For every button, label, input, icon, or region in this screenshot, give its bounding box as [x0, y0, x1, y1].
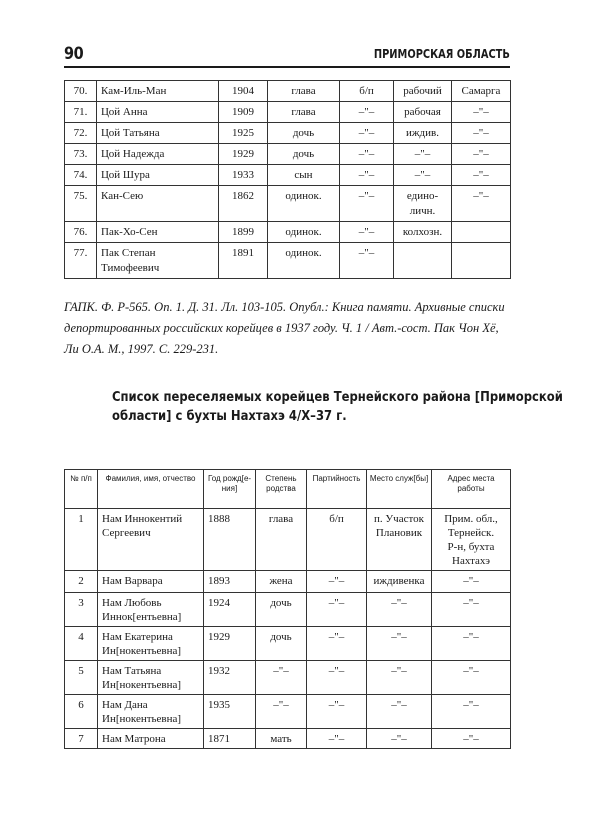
resettled-koreans-table: [64, 469, 511, 749]
relation: дочь: [268, 144, 340, 165]
work-address: Прим. обл., Тернейск. Р-н, бухта Нахтахэ: [432, 509, 511, 571]
row-number: 6: [65, 695, 98, 729]
birth-year: 1893: [204, 571, 256, 593]
header-party: Партийность: [307, 470, 367, 509]
party-status: –"–: [307, 661, 367, 695]
table-row: [65, 729, 511, 749]
table-row: [65, 571, 511, 593]
header-work: Место служ[бы]: [367, 470, 432, 509]
relation: одинок.: [268, 243, 340, 279]
party-status: –"–: [340, 165, 394, 186]
row-number: 76.: [65, 222, 97, 243]
place: [452, 243, 511, 279]
row-number: 70.: [65, 81, 97, 102]
relation: дочь: [268, 123, 340, 144]
place: –"–: [452, 102, 511, 123]
party-status: –"–: [340, 222, 394, 243]
birth-year: 1871: [204, 729, 256, 749]
work-address: –"–: [432, 571, 511, 593]
occupation: –"–: [394, 165, 452, 186]
table-row: [65, 243, 511, 279]
row-number: 74.: [65, 165, 97, 186]
birth-year: 1904: [219, 81, 268, 102]
birth-year: 1933: [219, 165, 268, 186]
work-address: –"–: [432, 593, 511, 627]
row-number: 1: [65, 509, 98, 571]
relation: дочь: [256, 593, 307, 627]
place: –"–: [452, 144, 511, 165]
birth-year: 1935: [204, 695, 256, 729]
table-row: [65, 695, 511, 729]
table-row: [65, 81, 511, 102]
birth-year: 1909: [219, 102, 268, 123]
workplace: –"–: [367, 729, 432, 749]
party-status: –"–: [340, 186, 394, 222]
row-number: 75.: [65, 186, 97, 222]
workplace: –"–: [367, 627, 432, 661]
birth-year: 1929: [204, 627, 256, 661]
deportees-table-continued: [64, 80, 511, 279]
party-status: –"–: [307, 627, 367, 661]
list-title-line-1: Список переселяемых корейцев Тернейского района [Приморской: [112, 389, 563, 405]
work-address: –"–: [432, 627, 511, 661]
occupation: иждив.: [394, 123, 452, 144]
row-number: 71.: [65, 102, 97, 123]
party-status: б/п: [307, 509, 367, 571]
running-title: ПРИМОРСКАЯ ОБЛАСТЬ: [373, 47, 510, 61]
list-title-line-2: области] с бухты Нахтахэ 4/X–37 г.: [112, 408, 347, 424]
workplace: –"–: [367, 661, 432, 695]
work-address: –"–: [432, 729, 511, 749]
person-name: Пак-Хо-Сен: [97, 222, 219, 243]
birth-year: 1899: [219, 222, 268, 243]
workplace: –"–: [367, 593, 432, 627]
row-number: 3: [65, 593, 98, 627]
occupation: рабочий: [394, 81, 452, 102]
workplace: –"–: [367, 695, 432, 729]
row-number: 77.: [65, 243, 97, 279]
person-name: Цой Анна: [97, 102, 219, 123]
relation: одинок.: [268, 186, 340, 222]
relation: мать: [256, 729, 307, 749]
person-name: Нам Екатерина Ин[нокентьевна]: [98, 627, 204, 661]
occupation: [394, 243, 452, 279]
party-status: –"–: [307, 729, 367, 749]
person-name: Нам Иннокентий Сергеевич: [98, 509, 204, 571]
workplace: п. Участок Плановик: [367, 509, 432, 571]
place: –"–: [452, 123, 511, 144]
table-row: [65, 165, 511, 186]
person-name: Цой Надежда: [97, 144, 219, 165]
person-name: Цой Татьяна: [97, 123, 219, 144]
source-note: ГАПК. Ф. Р-565. Оп. 1. Д. 31. Лл. 103-105. Опубл.: Книга памяти. Архивные списки депортированных российских корейцев в 1937 году. Ч. 1 / Авт.-сост. Пак Чон Хё, Ли О.А. М., 1997. С. 229-231.: [64, 300, 505, 356]
person-name: Нам Варвара: [98, 571, 204, 593]
table-row: [65, 593, 511, 627]
relation: жена: [256, 571, 307, 593]
row-number: 72.: [65, 123, 97, 144]
row-number: 5: [65, 661, 98, 695]
party-status: –"–: [340, 243, 394, 279]
work-address: –"–: [432, 695, 511, 729]
occupation: колхозн.: [394, 222, 452, 243]
table-header-row: [65, 470, 511, 509]
relation: дочь: [256, 627, 307, 661]
person-name: Цой Шура: [97, 165, 219, 186]
header-address: Адрес места работы: [432, 470, 511, 509]
birth-year: 1925: [219, 123, 268, 144]
place: –"–: [452, 165, 511, 186]
row-number: 4: [65, 627, 98, 661]
place: [452, 222, 511, 243]
work-address: –"–: [432, 661, 511, 695]
relation: глава: [268, 102, 340, 123]
person-name: Нам Татьяна Ин[нокентьевна]: [98, 661, 204, 695]
occupation: –"–: [394, 144, 452, 165]
relation: глава: [256, 509, 307, 571]
birth-year: 1924: [204, 593, 256, 627]
person-name: Нам Дана Ин[нокентьевна]: [98, 695, 204, 729]
table-row: [65, 627, 511, 661]
relation: –"–: [256, 695, 307, 729]
relation: сын: [268, 165, 340, 186]
place: –"–: [452, 186, 511, 222]
header-year: Год рожд[е-ния]: [204, 470, 256, 509]
table-row: [65, 123, 511, 144]
header-relation: Степень родства: [256, 470, 307, 509]
person-name: Кам-Иль-Ман: [97, 81, 219, 102]
party-status: –"–: [340, 102, 394, 123]
header-name: Фамилия, имя, отчество: [98, 470, 204, 509]
table-row: [65, 186, 511, 222]
birth-year: 1929: [219, 144, 268, 165]
relation: глава: [268, 81, 340, 102]
birth-year: 1888: [204, 509, 256, 571]
occupation: едино- личн.: [394, 186, 452, 222]
person-name: Нам Любовь Иннок[ентьевна]: [98, 593, 204, 627]
person-name: Пак Степан Тимофеевич: [97, 243, 219, 279]
table-row: [65, 144, 511, 165]
table-row: [65, 102, 511, 123]
party-status: –"–: [340, 144, 394, 165]
party-status: –"–: [307, 571, 367, 593]
table-row: [65, 222, 511, 243]
birth-year: 1891: [219, 243, 268, 279]
birth-year: 1862: [219, 186, 268, 222]
header-num: № п/п: [65, 470, 98, 509]
table-row: [65, 509, 511, 571]
list-title: [112, 388, 563, 426]
party-status: –"–: [340, 123, 394, 144]
page-header: [64, 44, 510, 70]
row-number: 7: [65, 729, 98, 749]
person-name: Кан-Сею: [97, 186, 219, 222]
party-status: –"–: [307, 695, 367, 729]
party-status: б/п: [340, 81, 394, 102]
header-rule: [64, 66, 510, 68]
occupation: рабочая: [394, 102, 452, 123]
relation: одинок.: [268, 222, 340, 243]
place: Самарга: [452, 81, 511, 102]
row-number: 2: [65, 571, 98, 593]
relation: –"–: [256, 661, 307, 695]
row-number: 73.: [65, 144, 97, 165]
workplace: иждивенка: [367, 571, 432, 593]
birth-year: 1932: [204, 661, 256, 695]
page-number: 90: [64, 44, 84, 64]
person-name: Нам Матрона: [98, 729, 204, 749]
party-status: –"–: [307, 593, 367, 627]
table-row: [65, 661, 511, 695]
